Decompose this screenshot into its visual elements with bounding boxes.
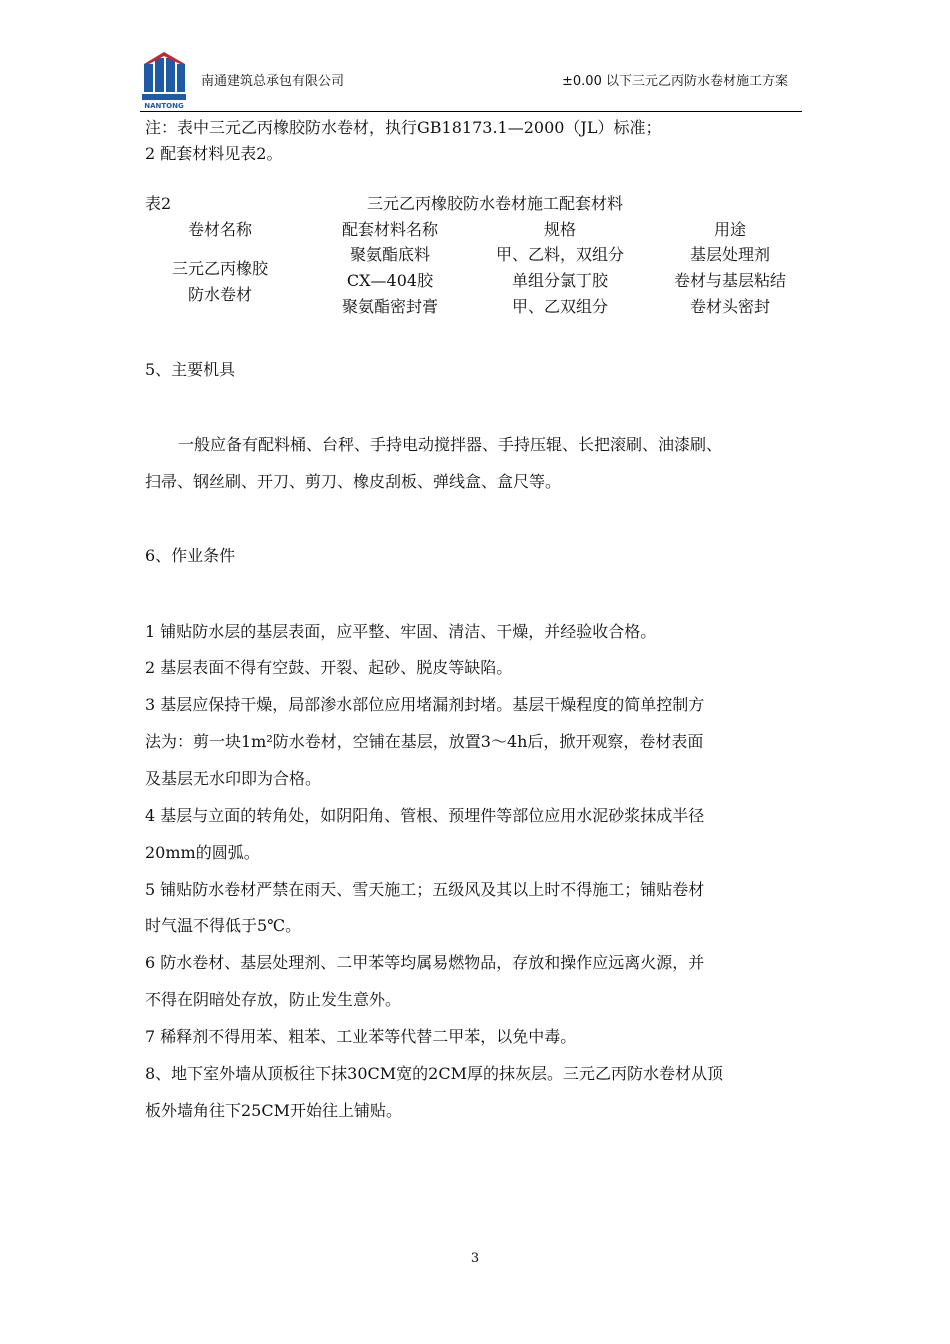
paragraph-line: 5 铺贴防水卷材严禁在雨天、雪天施工；五级风及其以上时不得施工；铺贴卷材 [145, 880, 705, 899]
table-note: 注：表中三元乙丙橡胶防水卷材，执行GB18173.1—2000（JL）标准； [145, 118, 662, 137]
header-company-name: 南通建筑总承包有限公司 [201, 74, 345, 89]
table-cell: CX—404胶 [346, 271, 434, 290]
paragraph-line: 不得在阴暗处存放，防止发生意外。 [145, 990, 402, 1009]
logo-wordmark: NANTONG [144, 102, 184, 110]
table-header: 规格 [543, 220, 576, 239]
paragraph-line: 6 防水卷材、基层处理剂、二甲苯等均属易燃物品，存放和操作应远离火源，并 [145, 953, 705, 972]
nantong-logo-icon [140, 50, 188, 112]
section-heading: 6、作业条件 [145, 546, 236, 565]
table-cell: 甲、乙料，双组分 [495, 245, 624, 264]
material-name: 防水卷材 [187, 285, 252, 304]
table-cell: 甲、乙双组分 [511, 297, 608, 316]
table-header: 用途 [713, 220, 746, 239]
paragraph-line: 法为：剪一块1m²防水卷材，空铺在基层，放置3～4h后，掀开观察，卷材表面 [145, 732, 704, 751]
paragraph-line: 3 基层应保持干燥，局部渗水部位应用堵漏剂封堵。基层干燥程度的简单控制方 [145, 695, 705, 714]
table-cell: 基层处理剂 [689, 245, 770, 264]
table-cell: 聚氨酯密封膏 [341, 297, 438, 316]
paragraph-line: 4 基层与立面的转角处，如阴阳角、管根、预埋件等部位应用水泥砂浆抹成半径 [145, 806, 705, 825]
paragraph-line: 一般应备有配料桶、台秤、手持电动搅拌器、手持压辊、长把滚刷、油漆刷、 [178, 435, 723, 454]
material-name: 三元乙丙橡胶 [171, 259, 268, 278]
paragraph-line: 8、地下室外墙从顶板往下抹30CM宽的2CM厚的抹灰层。三元乙丙防水卷材从顶 [145, 1064, 723, 1083]
section-heading: 5、主要机具 [145, 360, 236, 379]
table-reference: 2 配套材料见表2。 [145, 144, 283, 163]
table-cell: 卷材头密封 [689, 297, 770, 316]
table-cell: 聚氨酯底料 [349, 245, 430, 264]
table-header: 卷材名称 [187, 220, 252, 239]
paragraph-line: 20mm的圆弧。 [145, 843, 260, 862]
table-cell: 卷材与基层粘结 [673, 271, 786, 290]
paragraph-line: 及基层无水印即为合格。 [145, 769, 322, 788]
table-header: 配套材料名称 [341, 220, 438, 239]
header-document-title: ±0.00 以下三元乙丙防水卷材施工方案 [562, 74, 788, 89]
paragraph-line: 1 铺贴防水层的基层表面，应平整、牢固、清洁、干燥，并经验收合格。 [145, 622, 657, 641]
paragraph-line: 扫帚、钢丝刷、开刀、剪刀、橡皮刮板、弹线盒、盒尺等。 [145, 472, 562, 491]
paragraph-line: 时气温不得低于5℃。 [145, 916, 302, 935]
table-label: 表2 [145, 194, 172, 213]
paragraph-line: 7 稀释剂不得用苯、粗苯、工业苯等代替二甲苯，以免中毒。 [145, 1027, 577, 1046]
table-cell: 单组分氯丁胶 [511, 271, 608, 290]
page-number: 3 [470, 1251, 480, 1266]
table-title: 三元乙丙橡胶防水卷材施工配套材料 [366, 194, 623, 213]
paragraph-line: 板外墙角往下25CM开始往上铺贴。 [145, 1101, 402, 1120]
header-divider [140, 111, 802, 112]
paragraph-line: 2 基层表面不得有空鼓、开裂、起砂、脱皮等缺陷。 [145, 658, 513, 677]
